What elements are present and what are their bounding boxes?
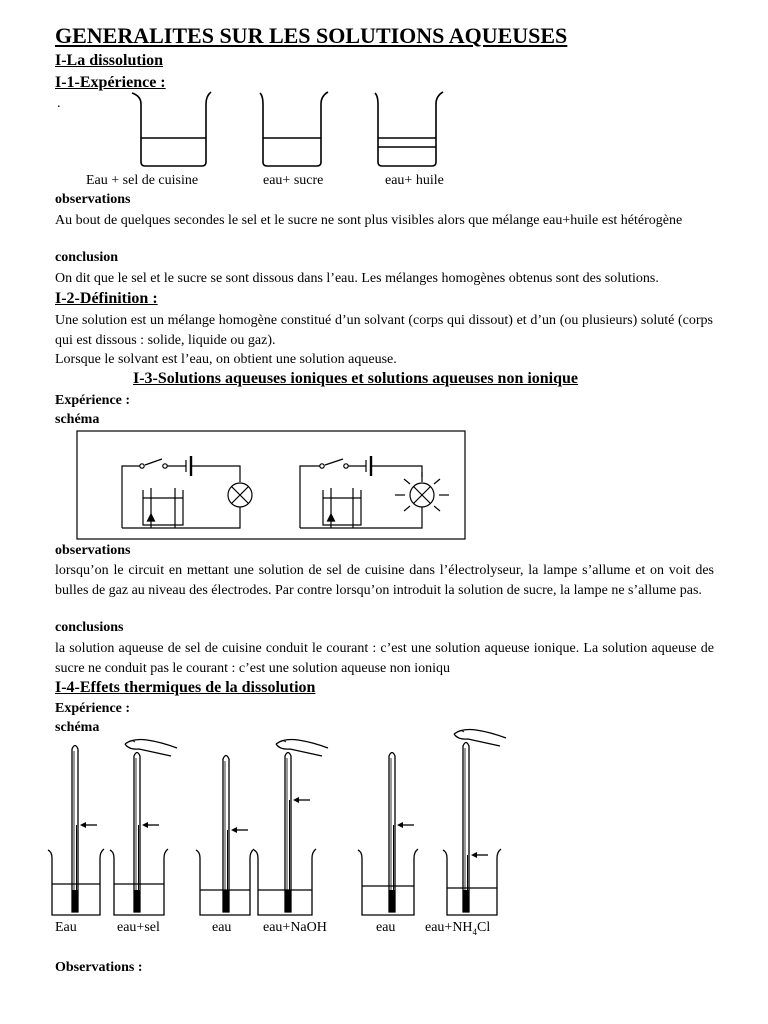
thermal-effects-heading: I-4-Effets thermiques de la dissolution xyxy=(55,679,316,696)
subsection-heading-experience: I-1-Expérience : xyxy=(55,74,166,91)
thermo-label-eau-2: eau xyxy=(212,920,232,935)
thermo-label-eau-nh4cl: $eau+NH_4Cl$ xyxy=(425,920,491,937)
observations-text: Au bout de quelques secondes le sel et le sucre ne sont plus visibles alors que mélange eau+huile est hétérogène xyxy=(55,213,683,228)
beaker-label-oil: eau+ huile xyxy=(385,173,444,188)
thermo-label-eau-3: eau xyxy=(376,920,396,935)
thermometer-setup-eau-3 xyxy=(358,753,418,916)
experience-label-4: Expérience : xyxy=(55,701,131,716)
observations-label-3: observations xyxy=(55,543,131,558)
schema-label-4: schéma xyxy=(55,720,100,735)
stray-dot: . xyxy=(57,96,61,111)
thermo-label-eau-naoh: eau+NaOH xyxy=(263,920,327,935)
observations-text-3: lorsqu’on le circuit en mettant une solution de sel de cuisine dans l’électrolyseur, la lampe s’allume et on voit des bulles de gaz au niveau des électrodes. Par contre lorsqu’on introduit la solution de sucre, la lampe ne s’allume pas. xyxy=(55,563,714,598)
schema-label-3: schéma xyxy=(55,412,100,427)
conclusion-text: On dit que le sel et le sucre se sont dissous dans l’eau. Les mélanges homogènes obtenus sont des solutions. xyxy=(55,271,659,286)
definition-heading: I-2-Définition : xyxy=(55,290,158,307)
definition-paragraph: Une solution est un mélange homogène constitué d’un solvant (corps qui dissout) et d’un (ou plusieurs) soluté (corps qui est dissous : solide, liquide ou gaz). xyxy=(55,313,713,348)
conclusions-text-3: la solution aqueuse de sel de cuisine conduit le courant : c’est une solution aqueuse ionique. La solution aqueuse de sucre ne conduit pas le courant : c’est une solution aqueuse non ioniqu xyxy=(55,641,714,676)
page-title: GENERALITES SUR LES SOLUTIONS AQUEUSES xyxy=(55,23,568,48)
beaker-label-salt: Eau + sel de cuisine xyxy=(86,173,199,188)
thermometer-setup-eau-1 xyxy=(48,746,104,916)
thermometer-setup-eau-2 xyxy=(196,756,254,916)
observations-label: observations xyxy=(55,192,131,207)
section-heading-dissolution: I-La dissolution xyxy=(55,52,164,69)
thermometer-setup-eau-naoh xyxy=(254,740,328,916)
thermometer-setup-eau-nh4cl xyxy=(443,730,506,916)
definition-paragraph-2: Lorsque le solvant est l’eau, on obtient une solution aqueuse. xyxy=(55,352,397,367)
observations-label-4: Observations : xyxy=(55,960,143,975)
thermo-label-eau-sel: eau+sel xyxy=(117,920,160,935)
conclusion-label: conclusion xyxy=(55,250,119,265)
beaker-label-sugar: eau+ sucre xyxy=(263,173,324,188)
thermometer-setup-eau-sel xyxy=(110,740,177,916)
experience-label-3: Expérience : xyxy=(55,393,131,408)
thermo-label-eau-1: Eau xyxy=(55,920,77,935)
conclusions-label-3: conclusions xyxy=(55,620,124,635)
ionic-solutions-heading: I-3-Solutions aqueuses ioniques et solutions aqueuses non ionique xyxy=(133,370,579,387)
